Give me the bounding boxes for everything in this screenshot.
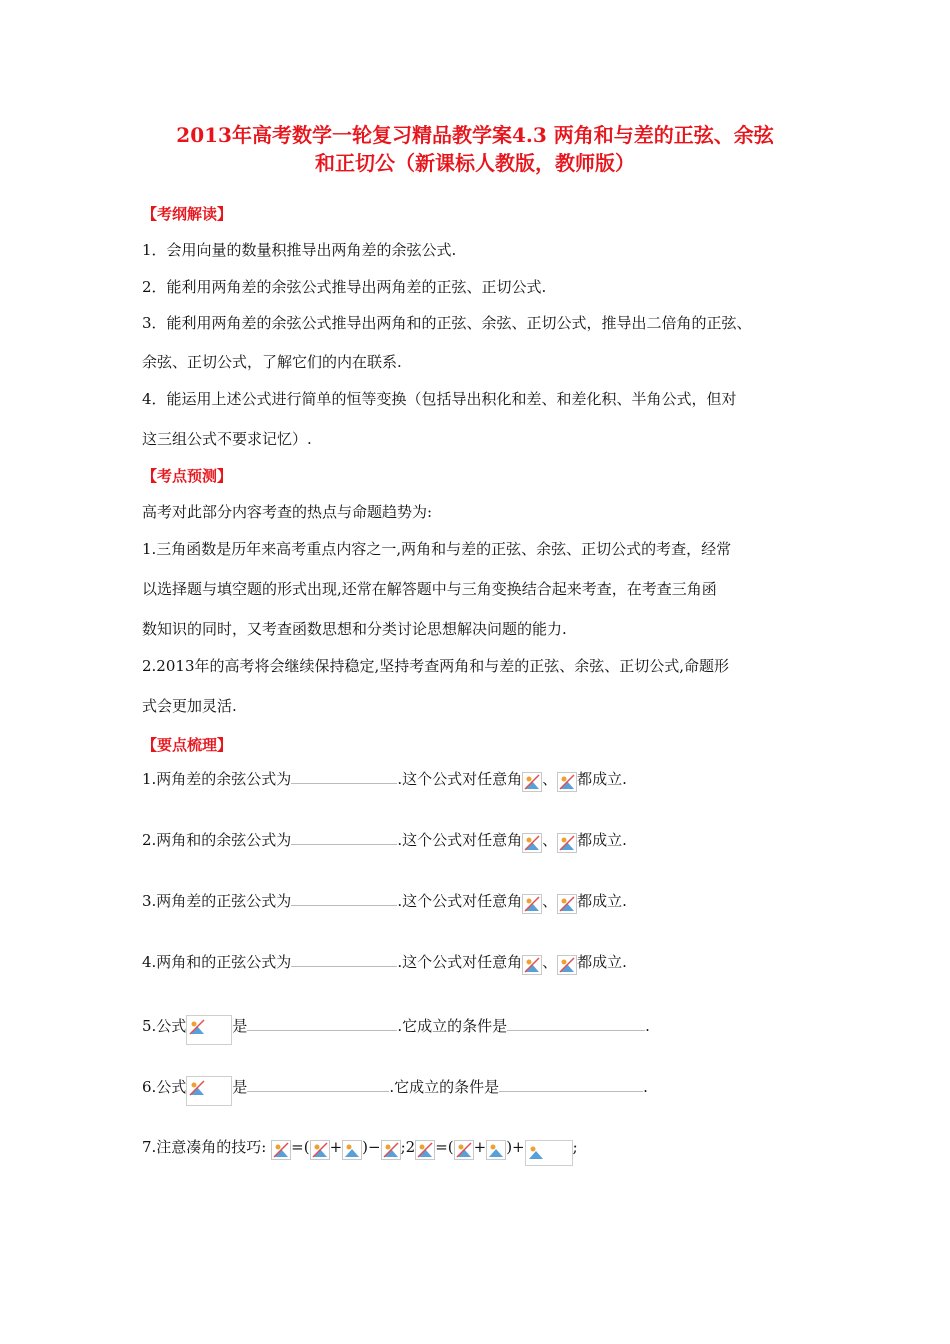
- broken-image-icon: [527, 1143, 547, 1163]
- broken-image-icon: [271, 1140, 291, 1160]
- keypoint-3: 3.两角差的正弦公式为 .这个公式对任意角 、 都成立.: [142, 890, 627, 914]
- broken-image-icon: [310, 1140, 330, 1160]
- section-outline-heading: 【考纲解读】: [142, 205, 233, 223]
- broken-image-icon: [557, 833, 577, 853]
- broken-image-icon: [557, 894, 577, 914]
- broken-image-icon: [522, 894, 542, 914]
- page-title: [100, 121, 850, 177]
- forecast-item-1-cont2: 数知识的同时，又考查函数思想和分类讨论思想解决问题的能力.: [142, 620, 567, 638]
- broken-image-icon: [522, 833, 542, 853]
- broken-image-icon: [188, 1079, 208, 1099]
- section-keypoints-heading: 【要点梳理】: [142, 736, 233, 754]
- answer-blank: [499, 1077, 643, 1092]
- answer-blank: [291, 952, 397, 967]
- outline-item-4-cont: 这三组公式不要求记忆）.: [142, 430, 312, 448]
- answer-blank: [291, 769, 397, 784]
- answer-blank: [291, 830, 397, 845]
- answer-blank: [507, 1016, 645, 1031]
- broken-image-icon: [415, 1140, 435, 1160]
- formula-image-frame: [525, 1140, 573, 1166]
- broken-image-icon: [342, 1140, 362, 1160]
- answer-blank: [247, 1016, 397, 1031]
- broken-image-icon: [557, 772, 577, 792]
- answer-blank: [291, 891, 397, 906]
- broken-image-icon: [454, 1140, 474, 1160]
- outline-item-3: 3．能利用两角差的余弦公式推导出两角和的正弦、余弦、正切公式，推导出二倍角的正弦、: [142, 314, 752, 332]
- outline-item-4: 4．能运用上述公式进行简单的恒等变换（包括导出积化和差、和差化积、半角公式，但对: [142, 390, 737, 408]
- outline-item-1: 1．会用向量的数量积推导出两角差的余弦公式.: [142, 241, 457, 259]
- keypoint-4: 4.两角和的正弦公式为 .这个公式对任意角 、 都成立.: [142, 951, 627, 975]
- forecast-item-1: 1.三角函数是历年来高考重点内容之一,两角和与差的正弦、余弦、正切公式的考查，经常: [142, 540, 732, 558]
- outline-item-3-cont: 余弦、正切公式，了解它们的内在联系.: [142, 353, 402, 371]
- answer-blank: [247, 1077, 389, 1092]
- forecast-item-2-cont: 式会更加灵活.: [142, 697, 237, 715]
- keypoint-6: 6.公式 是 .它成立的条件是 .: [142, 1076, 648, 1106]
- forecast-intro: 高考对此部分内容考查的热点与命题趋势为:: [142, 503, 433, 521]
- forecast-item-1-cont: 以选择题与填空题的形式出现,还常在解答题中与三角变换结合起来考查，在考查三角函: [142, 580, 717, 598]
- broken-image-icon: [188, 1018, 208, 1038]
- keypoint-1: 1.两角差的余弦公式为 .这个公式对任意角 、 都成立.: [142, 768, 627, 792]
- broken-image-icon: [522, 772, 542, 792]
- outline-item-2: 2．能利用两角差的余弦公式推导出两角差的正弦、正切公式.: [142, 278, 547, 296]
- forecast-item-2: 2.2013年的高考将会继续保持稳定,坚持考查两角和与差的正弦、余弦、正切公式,命题形: [142, 657, 730, 675]
- title-line-2: 和正切公（新课标人教版，教师版）: [315, 151, 635, 175]
- broken-image-icon: [522, 955, 542, 975]
- broken-image-icon: [381, 1140, 401, 1160]
- section-forecast-heading: 【考点预测】: [142, 467, 233, 485]
- keypoint-7: 7.注意凑角的技巧: =( + )− ;2 =( + )+ ;: [142, 1136, 578, 1166]
- formula-image-frame: [186, 1076, 232, 1106]
- keypoint-2: 2.两角和的余弦公式为 .这个公式对任意角 、 都成立.: [142, 829, 627, 853]
- formula-image-frame: [186, 1015, 232, 1045]
- keypoint-5: 5.公式 是 .它成立的条件是 .: [142, 1015, 650, 1045]
- title-line-1: 2013年高考数学一轮复习精品教学案4.3 两角和与差的正弦、余弦: [176, 123, 774, 147]
- broken-image-icon: [557, 955, 577, 975]
- broken-image-icon: [486, 1140, 506, 1160]
